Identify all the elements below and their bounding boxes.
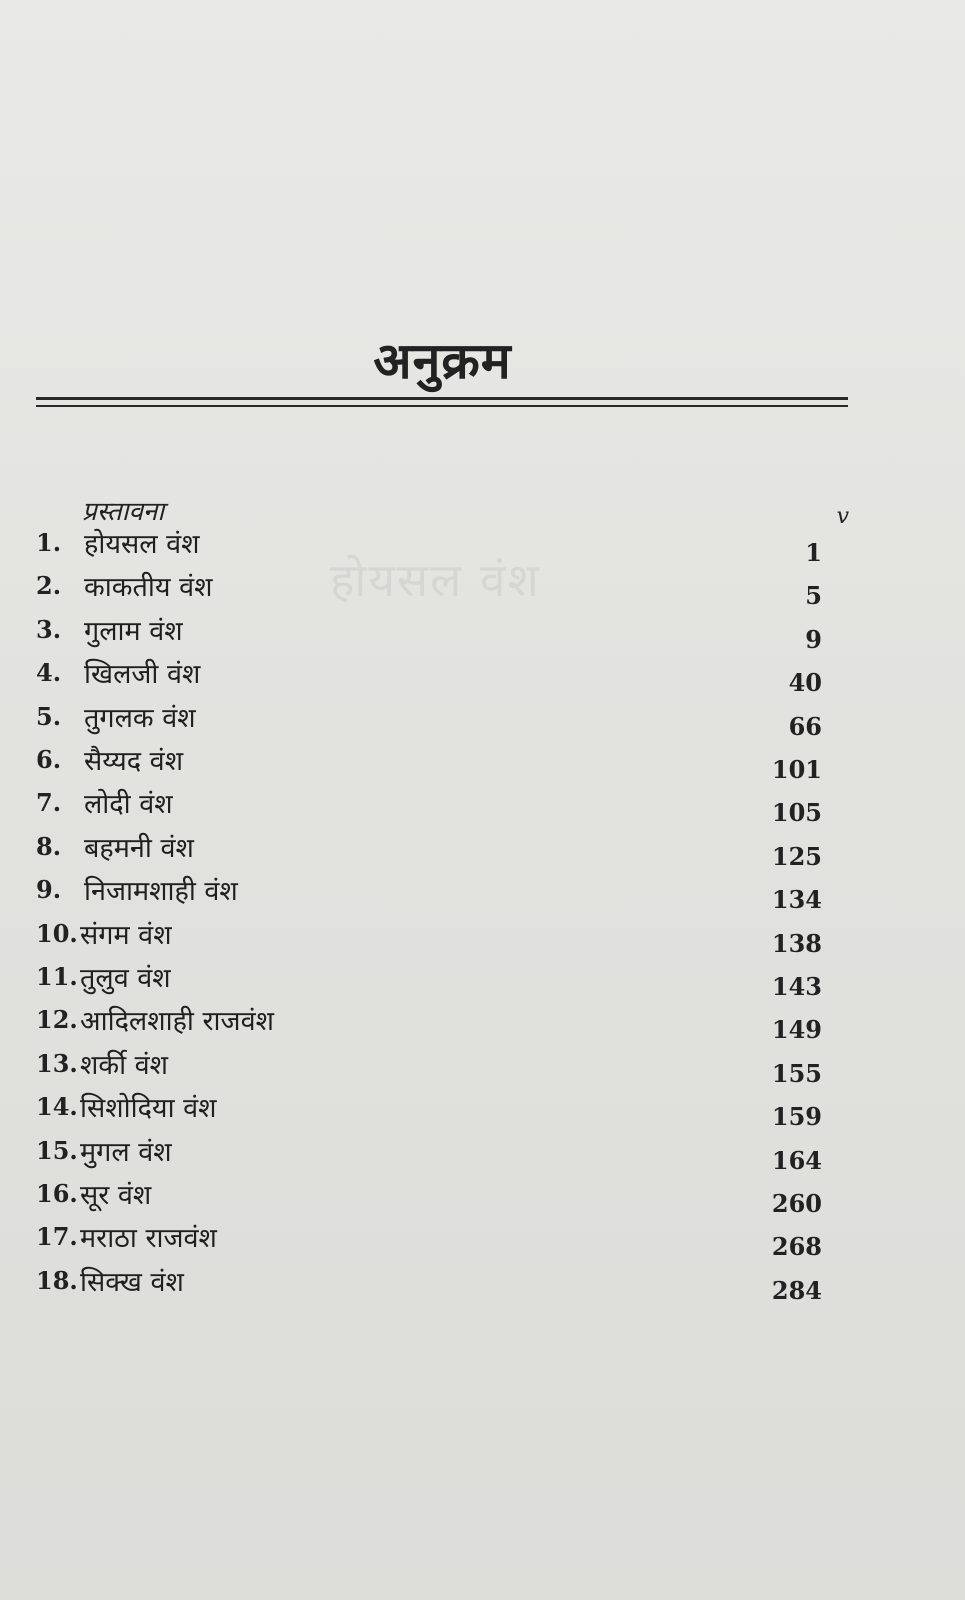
toc-entry [36, 1266, 848, 1306]
toc-entry-title: गुलाम वंश [84, 615, 183, 647]
toc-entry [36, 1222, 848, 1262]
toc-entry-title: बहमनी वंश [84, 832, 194, 864]
toc-entry-number: 1. [36, 528, 62, 557]
toc-entry-page-number: 134 [771, 885, 822, 915]
toc-entry-page-number: 164 [771, 1145, 822, 1175]
toc-entry [36, 1179, 848, 1219]
toc-entry-page-number: 66 [788, 711, 822, 741]
toc-entry-title: खिलजी वंश [84, 659, 201, 691]
toc-entry [36, 832, 848, 872]
toc-entry-title: निजामशाही वंश [84, 876, 238, 908]
toc-entry [36, 788, 848, 828]
preface-label: प्रस्तावना [82, 497, 165, 527]
toc-entry-title: संगम वंश [80, 919, 172, 951]
toc-entry [36, 1092, 848, 1132]
toc-entry-page-number: 125 [771, 841, 822, 871]
toc-entry-number: 11. [36, 962, 78, 991]
toc-entry-page-number: 1 [805, 538, 822, 567]
toc-entry [36, 571, 848, 611]
toc-entry-number: 15. [36, 1135, 78, 1165]
toc-entry-title: मुगल वंश [80, 1136, 172, 1168]
toc-entry-title: आदिलशाही राजवंश [80, 1006, 274, 1038]
toc-entry [36, 615, 848, 655]
toc-entry-page-number: 159 [771, 1102, 822, 1132]
toc-entry-number: 6. [36, 745, 62, 774]
toc-entry-number: 17. [36, 1222, 78, 1252]
toc-entry-number: 5. [36, 701, 62, 731]
toc-entry-page-number: 105 [771, 798, 822, 828]
toc-entry-number: 10. [36, 918, 78, 948]
toc-entry [36, 919, 848, 959]
toc-entry [36, 745, 848, 785]
toc-entry [36, 1049, 848, 1089]
page-title: अनुक्रम [373, 331, 512, 390]
toc-entry [36, 1005, 848, 1045]
toc-entry [36, 658, 848, 698]
toc-entry-page-number: 138 [771, 928, 822, 958]
toc-entry-number: 8. [36, 831, 62, 861]
toc-entry-number: 13. [36, 1048, 78, 1078]
toc-entry-number: 18. [36, 1265, 78, 1295]
toc-entry-title: तुगलक वंश [84, 702, 196, 734]
toc-entry-number: 9. [36, 875, 62, 905]
toc-entry-page-number: 155 [771, 1058, 822, 1088]
toc-entry-page-number: 40 [788, 668, 822, 698]
toc-entry-number: 16. [36, 1179, 78, 1208]
toc-entry-page-number: 143 [771, 972, 822, 1001]
toc-entry-number: 3. [36, 614, 62, 644]
toc-entry-title: काकतीय वंश [84, 572, 213, 604]
toc-entry [36, 875, 848, 915]
toc-entry-number: 12. [36, 1005, 78, 1035]
toc-entry-number: 4. [36, 658, 62, 688]
toc-entry-page-number: 268 [771, 1232, 822, 1262]
toc-entry-title: तुलुव वंश [80, 963, 171, 994]
toc-entry [36, 528, 848, 568]
title-rule-thin [36, 405, 848, 407]
toc-entry-number: 7. [36, 788, 62, 818]
toc-entry-page-number: 5 [805, 581, 822, 611]
toc-entry-number: 2. [36, 571, 62, 601]
toc-entry-title: सूर वंश [80, 1180, 152, 1211]
toc-entry-page-number: 284 [771, 1275, 822, 1305]
toc-entry-title: मराठा राजवंश [80, 1223, 217, 1255]
title-rule-thick [36, 397, 848, 400]
toc-entry-page-number: 260 [771, 1189, 822, 1218]
toc-entry-title: लोदी वंश [84, 789, 173, 821]
toc-entry-title: सैय्यद वंश [84, 746, 184, 777]
toc-entry-number: 14. [36, 1092, 78, 1122]
toc-entry [36, 1136, 848, 1176]
preface-page-number: v [836, 504, 849, 529]
toc-entry-title: सिशोदिया वंश [80, 1093, 217, 1125]
toc-entry [36, 702, 848, 742]
bleed-through-text: होयसल वंश [330, 553, 541, 607]
toc-entry-page-number: 101 [771, 755, 822, 784]
toc-entry-page-number: 9 [805, 624, 822, 654]
toc-entry-title: शर्की वंश [80, 1049, 169, 1081]
toc-entry-title: होयसल वंश [84, 529, 200, 560]
toc-entry [36, 962, 848, 1002]
toc-entry-page-number: 149 [771, 1015, 822, 1045]
toc-entry-title: सिक्ख वंश [80, 1266, 184, 1298]
